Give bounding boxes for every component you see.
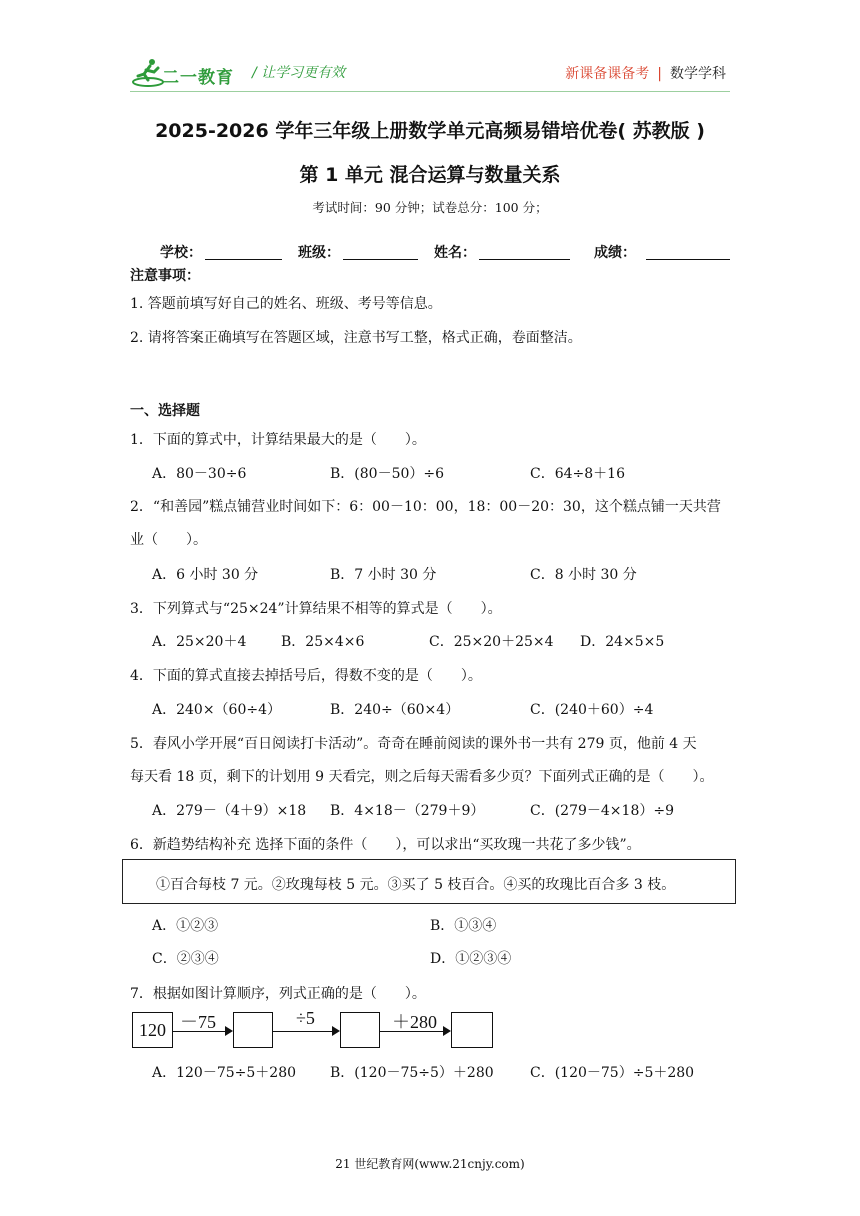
option-a[interactable]: A．120－75÷5＋280 bbox=[152, 1065, 297, 1081]
option-c[interactable]: C．(240＋60）÷4 bbox=[530, 702, 654, 718]
flow-arrow bbox=[380, 1031, 443, 1032]
option-b[interactable]: B．4×18－（279＋9） bbox=[330, 803, 485, 819]
header-label-prep: 新课备课备考 bbox=[565, 66, 650, 82]
flow-op-2: ÷5 bbox=[296, 1008, 315, 1028]
option-a[interactable]: A．240×（60÷4） bbox=[152, 702, 282, 718]
note-item: 1. 答题前填写好自己的姓名、班级、考号等信息。 bbox=[130, 296, 442, 312]
question-stem: 4．下面的算式直接去掉括号后，得数不变的是（ ）。 bbox=[130, 668, 482, 684]
option-b[interactable]: B．240÷（60×4） bbox=[330, 702, 460, 718]
conditions-text: ①百合每枝 7 元。②玫瑰每枝 5 元。③买了 5 枝百合。④买的玫瑰比百合多 3 枝。 bbox=[156, 877, 676, 893]
page-footer: 21 世纪教育网(www.21cnjy.com) bbox=[335, 1157, 525, 1171]
option-c[interactable]: C．②③④ bbox=[152, 951, 219, 967]
arrowhead-icon bbox=[225, 1026, 233, 1036]
header-right bbox=[565, 63, 726, 83]
flow-arrow bbox=[173, 1031, 225, 1032]
page-subtitle: 第 1 单元 混合运算与数量关系 bbox=[299, 164, 561, 186]
option-a[interactable]: A．①②③ bbox=[152, 918, 219, 934]
school-label: 学校： bbox=[160, 245, 202, 261]
option-c[interactable]: C．(279－4×18）÷9 bbox=[530, 803, 674, 819]
score-label: 成绩： bbox=[594, 245, 636, 261]
option-d[interactable]: D．①②③④ bbox=[430, 951, 512, 967]
option-d[interactable]: D．24×5×5 bbox=[580, 634, 665, 650]
page-title: 2025-2026 学年三年级上册数学单元高频易错培优卷( 苏教版 ) bbox=[155, 120, 705, 142]
option-b[interactable]: B．(120－75÷5）＋280 bbox=[330, 1065, 494, 1081]
question-stem-cont: 每天看 18 页，剩下的计划用 9 天看完，则之后每天需看多少页？下面列式正确的是（ ）。 bbox=[130, 769, 714, 785]
score-field[interactable] bbox=[646, 259, 730, 260]
arrowhead-icon bbox=[332, 1026, 340, 1036]
note-item: 2. 请将答案正确填写在答题区域，注意书写工整，格式正确，卷面整洁。 bbox=[130, 330, 582, 346]
arrowhead-icon bbox=[443, 1026, 451, 1036]
option-c[interactable]: C．(120－75）÷5＋280 bbox=[530, 1065, 695, 1081]
name-field[interactable] bbox=[479, 259, 570, 260]
option-a[interactable]: A．6 小时 30 分 bbox=[152, 567, 259, 583]
option-b[interactable]: B．(80－50）÷6 bbox=[330, 466, 445, 482]
flow-blank-box[interactable] bbox=[451, 1012, 493, 1048]
header-label-subject: 数学学科 bbox=[670, 66, 726, 82]
question-stem: 2．“和善园”糕点铺营业时间如下：6：00－10：00，18：00－20：30，这个糕点铺一天共营 bbox=[130, 499, 721, 515]
section-heading: 一、选择题 bbox=[130, 403, 200, 419]
slogan: / 让学习更有效 bbox=[252, 65, 346, 81]
runner-logo-icon bbox=[132, 58, 164, 88]
header-separator: | bbox=[657, 66, 662, 82]
option-a[interactable]: A．25×20＋4 bbox=[152, 634, 247, 650]
option-a[interactable]: A．80－30÷6 bbox=[152, 466, 247, 482]
option-b[interactable]: B．25×4×6 bbox=[281, 634, 365, 650]
option-a[interactable]: A．279－（4＋9）×18 bbox=[152, 803, 307, 819]
flow-op-3: ＋280 bbox=[392, 1012, 437, 1032]
flow-arrow bbox=[273, 1031, 332, 1032]
question-stem-cont: 业（ ）。 bbox=[130, 532, 207, 548]
header-divider bbox=[130, 91, 730, 92]
school-field[interactable] bbox=[205, 259, 282, 260]
question-stem: 7．根据如图计算顺序，列式正确的是（ ）。 bbox=[130, 986, 426, 1002]
flow-blank-box[interactable] bbox=[233, 1012, 273, 1048]
question-stem: 1．下面的算式中，计算结果最大的是（ ）。 bbox=[130, 432, 426, 448]
flow-op-1: －75 bbox=[180, 1012, 216, 1032]
class-field[interactable] bbox=[343, 259, 418, 260]
option-c[interactable]: C．64÷8＋16 bbox=[530, 466, 625, 482]
option-b[interactable]: B．①③④ bbox=[430, 918, 497, 934]
option-b[interactable]: B．7 小时 30 分 bbox=[330, 567, 437, 583]
class-label: 班级： bbox=[298, 245, 340, 261]
logo-text: 二一教育 bbox=[162, 68, 234, 88]
option-c[interactable]: C．25×20＋25×4 bbox=[429, 634, 554, 650]
question-stem: 5．春风小学开展“百日阅读打卡活动”。奇奇在睡前阅读的课外书一共有 279 页，他前 4 天 bbox=[130, 736, 697, 752]
option-c[interactable]: C．8 小时 30 分 bbox=[530, 567, 637, 583]
question-stem: 6．新趋势结构补充 选择下面的条件（ ），可以求出“买玫瑰一共花了多少钱”。 bbox=[130, 837, 641, 853]
flow-blank-box[interactable] bbox=[340, 1012, 380, 1048]
notes-heading: 注意事项： bbox=[130, 268, 200, 284]
name-label: 姓名： bbox=[434, 245, 476, 261]
question-stem: 3．下列算式与“25×24”计算结果不相等的算式是（ ）。 bbox=[130, 601, 502, 617]
flow-start-box: 120 bbox=[132, 1012, 173, 1048]
exam-info: 考试时间：90 分钟；试卷总分：100 分； bbox=[312, 200, 548, 215]
